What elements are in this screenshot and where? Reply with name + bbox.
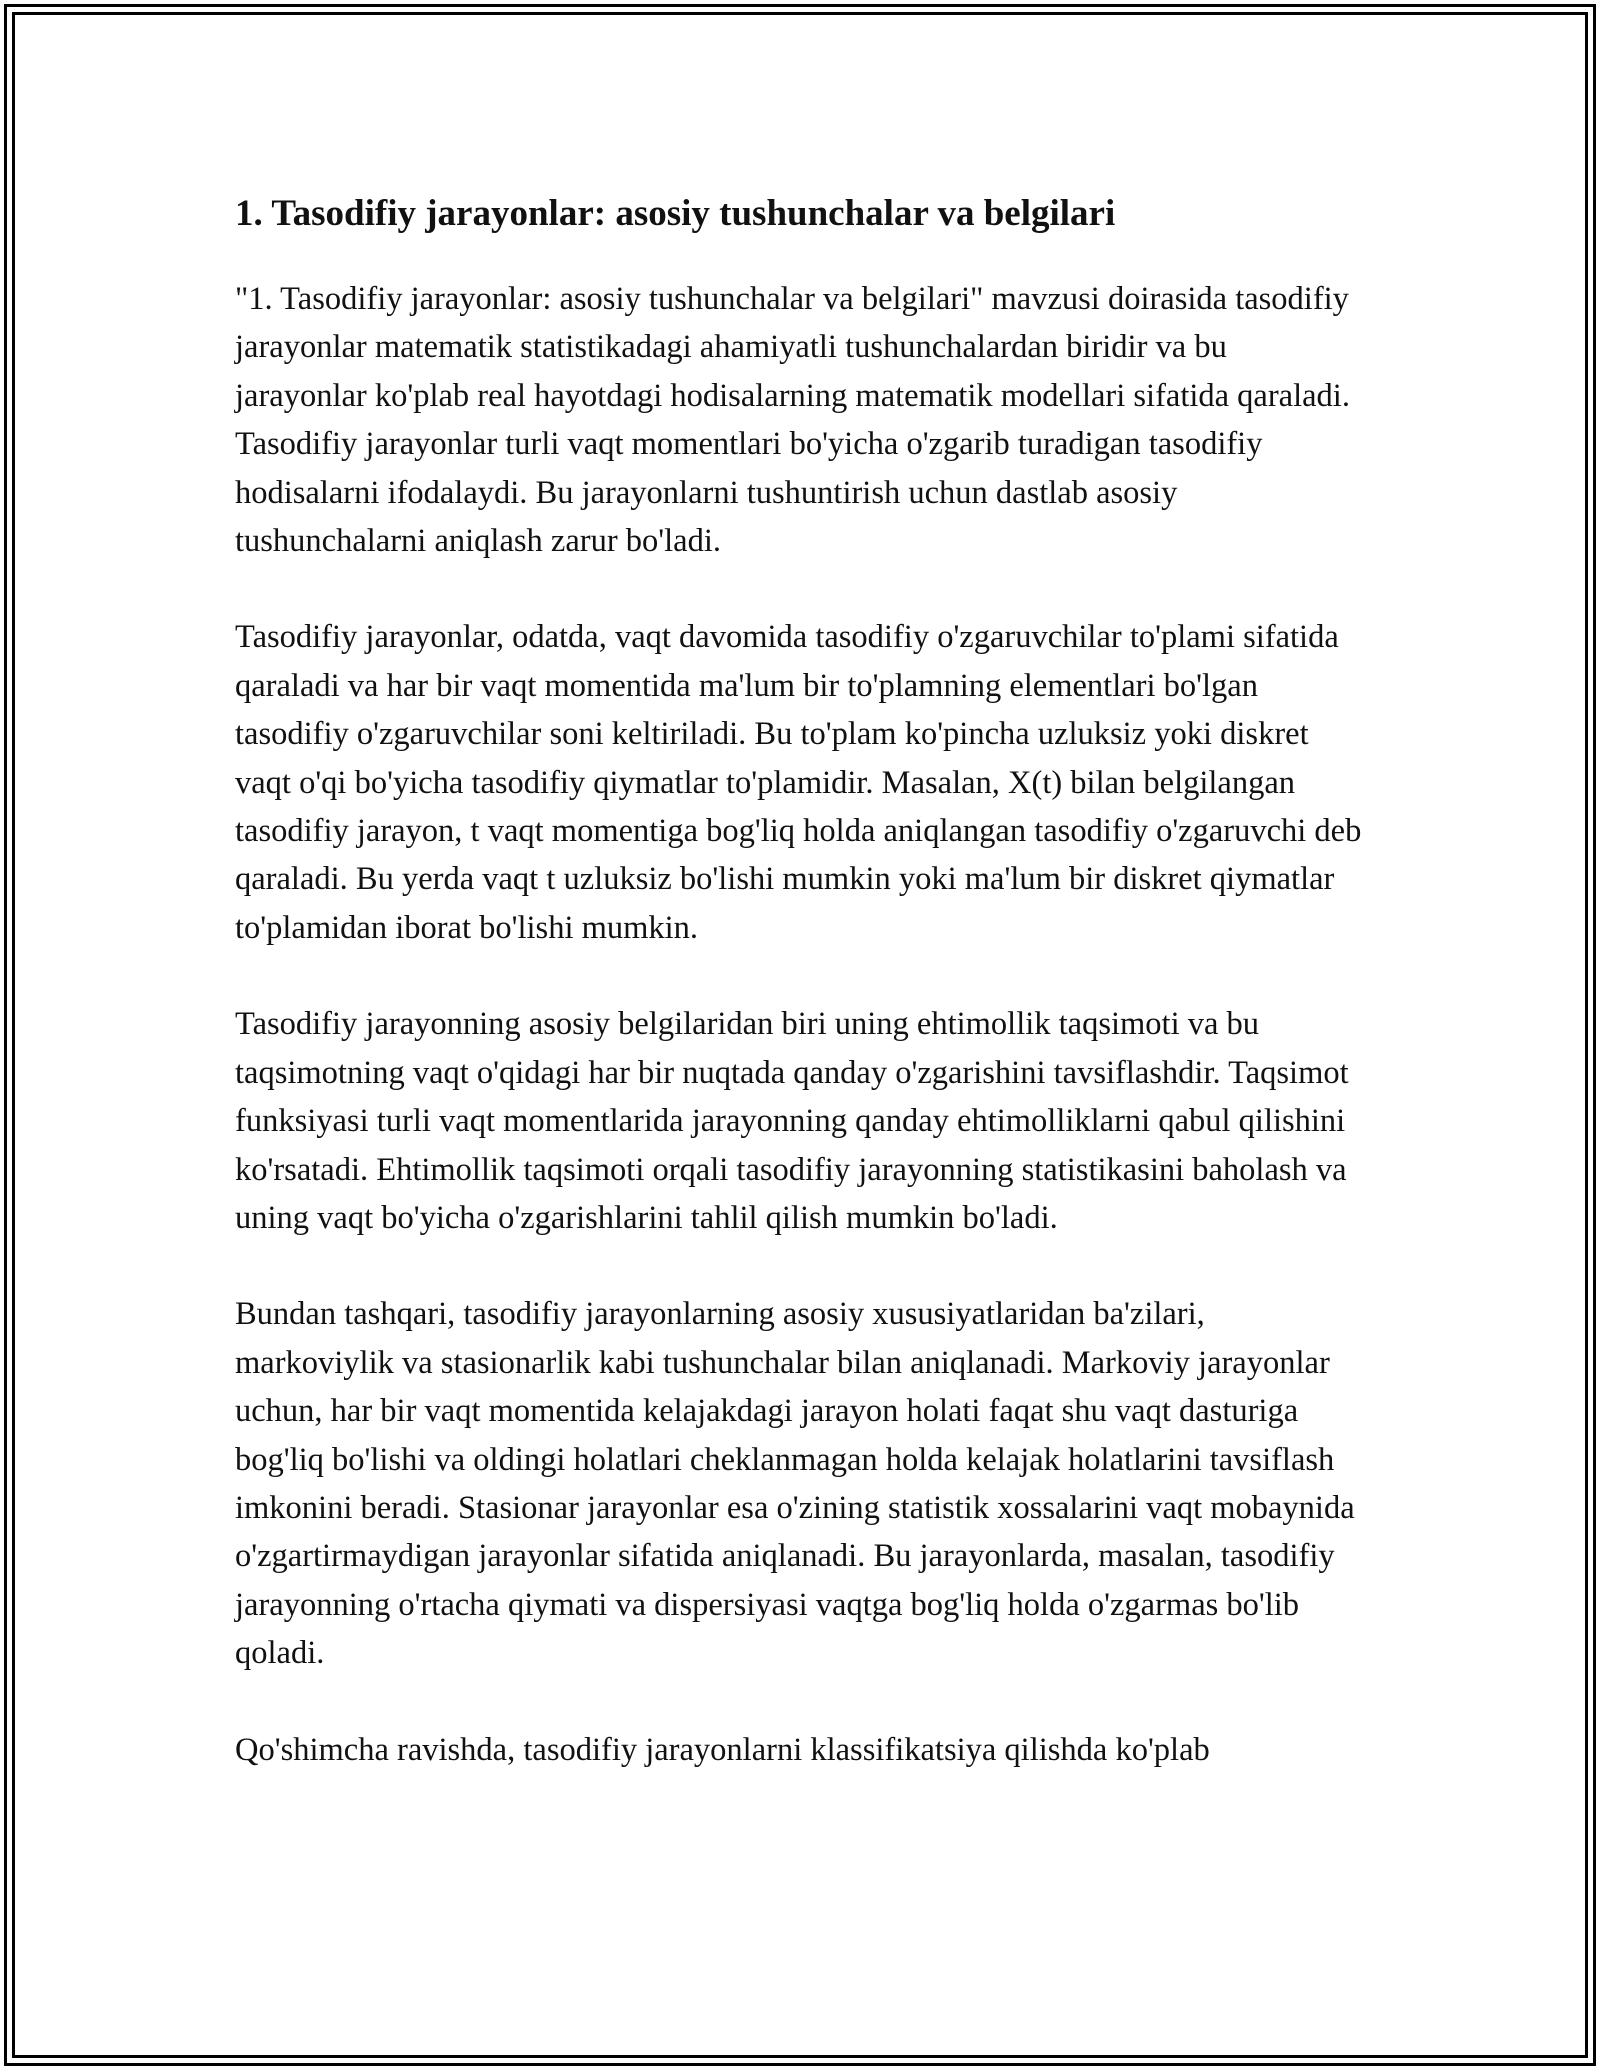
- paragraph-1: "1. Tasodifiy jarayonlar: asosiy tushunchalar va belgilari" mavzusi doirasida tasodifiy jarayonlar matematik statistikadagi ahamiyatli tushunchalardan biridir va bu jarayonlar ko'plab real hayotdagi hodisalarning matematik modellari sifatida qaraladi. Tasodifiy jarayonlar turli vaqt momentlari bo'yicha o'zgarib turadigan tasodifiy hodisalarni ifodalaydi. Bu jarayonlarni tushuntirish uchun dastlab asosiy tushunchalarni aniqlash zarur bo'ladi.: [235, 281, 1350, 560]
- document-body: [235, 185, 1365, 1822]
- paragraph-5: Qo'shimcha ravishda, tasodifiy jarayonlarni klassifikatsiya qilishda ko'plab: [235, 1731, 1210, 1768]
- paragraph-4: Bundan tashqari, tasodifiy jarayonlarning asosiy xususiyatlaridan ba'zilari, markoviylik va stasionarlik kabi tushunchalar bilan aniqlanadi. Markoviy jarayonlar uchun, har bir vaqt momentida kelajakdagi jarayon holati faqat shu vaqt dasturiga bog'liq bo'lishi va oldingi holatlari cheklanmagan holda kelajak holatlarini tavsiflash imkonini beradi. Stasionar jarayonlar esa o'zining statistik xossalarini vaqt mobaynida o'zgartirmaydigan jarayonlar sifatida aniqlanadi. Bu jarayonlarda, masalan, tasodifiy jarayonning o'rtacha qiymati va dispersiyasi vaqtga bog'liq holda o'zgarmas bo'lib qoladi.: [235, 1296, 1355, 1672]
- section-heading: 1. Tasodifiy jarayonlar: asosiy tushunchalar va belgilari: [235, 193, 1116, 234]
- paragraph-2: Tasodifiy jarayonlar, odatda, vaqt davomida tasodifiy o'zgaruvchilar to'plami sifatida qaraladi va har bir vaqt momentida ma'lum bir to'plamning elementlari bo'lgan tasodifiy o'zgaruvchilar soni keltiriladi. Bu to'plam ko'pincha uzluksiz yoki diskret vaqt o'qi bo'yicha tasodifiy qiymatlar to'plamidir. Masalan, X(t) bilan belgilangan tasodifiy jarayon, t vaqt momentiga bog'liq holda aniqlangan tasodifiy o'zgaruvchi deb qaraladi. Bu yerda vaqt t uzluksiz bo'lishi mumkin yoki ma'lum bir diskret qiymatlar to'plamidan iborat bo'lishi mumkin.: [235, 619, 1362, 946]
- paragraph-3: Tasodifiy jarayonning asosiy belgilaridan biri uning ehtimollik taqsimoti va bu taqsimotning vaqt o'qidagi har bir nuqtada qanday o'zgarishini tavsiflashdir. Taqsimot funksiyasi turli vaqt momentlarida jarayonning qanday ehtimolliklarni qabul qilishini ko'rsatadi. Ehtimollik taqsimoti orqali tasodifiy jarayonning statistikasini baholash va uning vaqt bo'yicha o'zgarishlarini tahlil qilish mumkin bo'ladi.: [235, 1006, 1349, 1236]
